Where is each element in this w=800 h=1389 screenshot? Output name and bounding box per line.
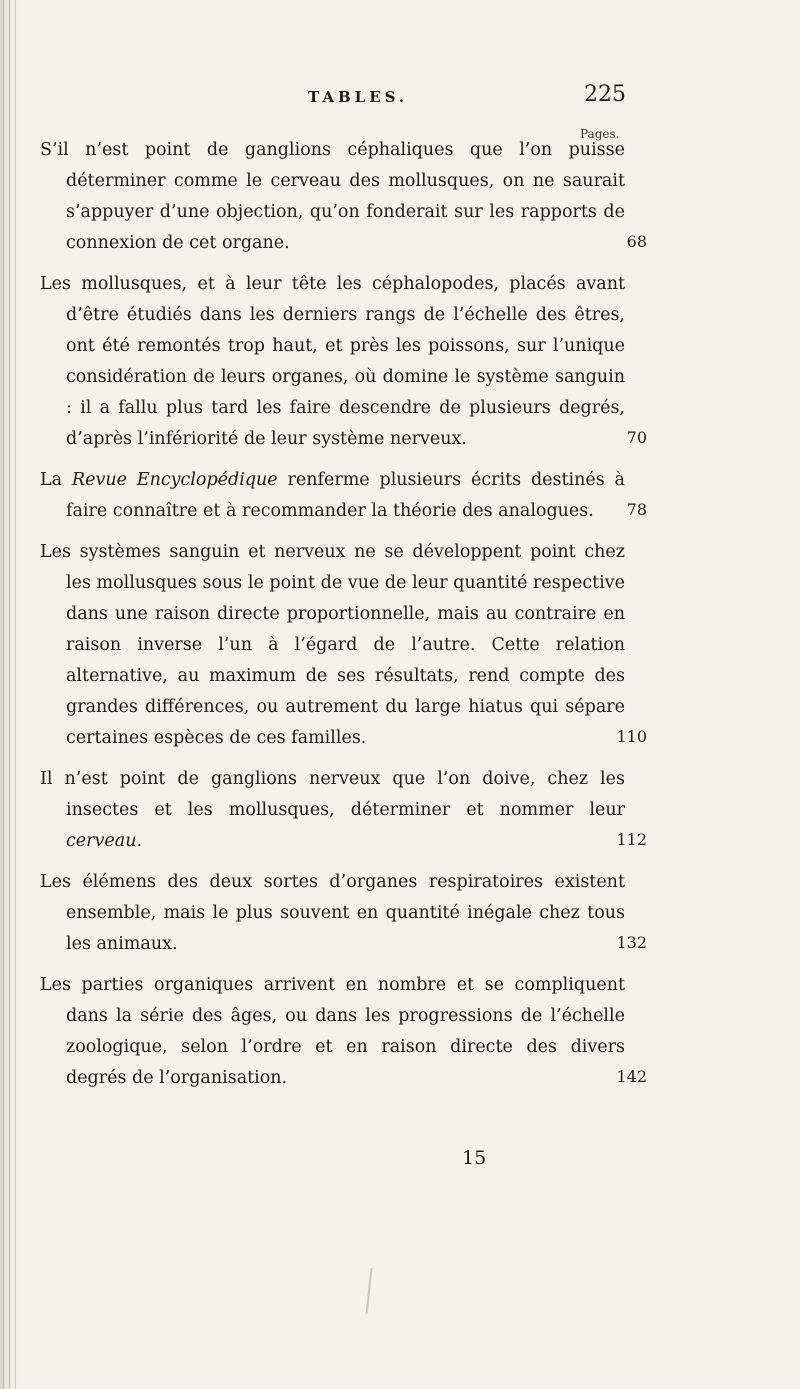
entry-page-ref: 70	[626, 428, 647, 447]
entry-page-ref: 142	[616, 1067, 647, 1086]
index-entry	[40, 269, 647, 455]
index-entry	[40, 465, 647, 527]
index-entry	[40, 867, 647, 960]
entry-page-ref: 110	[616, 727, 647, 746]
entry-text: Les élémens des deux sortes d’organes respiratoires existent ensemble, mais le plus souvent en quantité inégale chez tous les animaux.	[40, 872, 625, 954]
header-title: TABLES.	[308, 88, 409, 106]
entry-text	[40, 764, 625, 857]
journal-title: Revue Encyclopédique	[71, 470, 278, 490]
entry-page-ref: 78	[626, 500, 647, 519]
index-entry	[40, 135, 647, 259]
index-entry	[40, 537, 647, 754]
entry-text: Les parties organiques arrivent en nombre et se compliquent dans la série des âges, ou dans les progressions de l’échelle zoologique, selon l’ordre et en raison directe des divers degrés de l’organisation.	[40, 975, 625, 1088]
entry-text: S’il n’est point de ganglions céphaliques que l’on puisse déterminer comme le cerveau des mollusques, on ne saurait s’appuyer d’une objection, qu’on fonderait sur les rapports de connexion de cet organe.	[40, 140, 625, 253]
entry-page-ref: 132	[616, 933, 647, 952]
entry-page-ref: 112	[616, 830, 647, 849]
entry-text: Les mollusques, et à leur tête les céphalopodes, placés avant d’être étudiés dans les derniers rangs de l’échelle des êtres, ont été remontés trop haut, et près les poissons, sur l’unique considération de leurs organes, où domine le système sanguin : il a fallu plus tard les faire descendre de plusieurs degrés, d’après l’infériorité de leur système nerveux.	[40, 274, 625, 449]
italic-term: cerveau.	[66, 831, 143, 851]
entry-text-part: Il n’est point de ganglions nerveux que l’on doive, chez les insectes et les mollusques, déterminer et nommer leur	[40, 769, 625, 820]
entry-text-part: renferme plusieurs écrits destinés à faire connaître et à recommander la théorie des analogues.	[66, 470, 625, 521]
running-header	[0, 82, 800, 118]
entry-text	[40, 465, 625, 527]
edge-line	[15, 0, 16, 1389]
ink-smudge	[366, 1268, 373, 1314]
edge-line	[3, 0, 4, 1389]
pages-column-label: Pages.	[580, 127, 620, 141]
entry-page-ref: 68	[626, 232, 647, 251]
index-entries	[40, 135, 647, 1104]
entry-text: Les systèmes sanguin et nerveux ne se développent point chez les mollusques sous le point de vue de leur quantité respective dans une raison directe proportionnelle, mais au contraire en raison inverse l’un à l’égard de l’autre. Cette relation alternative, au maximum de ses résultats, rend compte des grandes différences, ou autrement du large hiatus qui sépare certaines espèces de ces familles.	[40, 542, 625, 748]
index-entry	[40, 970, 647, 1094]
page-number: 225	[584, 82, 626, 107]
entry-text-part: La	[40, 470, 72, 490]
edge-line	[9, 0, 10, 1389]
signature-mark: 15	[462, 1147, 487, 1169]
index-entry	[40, 764, 647, 857]
